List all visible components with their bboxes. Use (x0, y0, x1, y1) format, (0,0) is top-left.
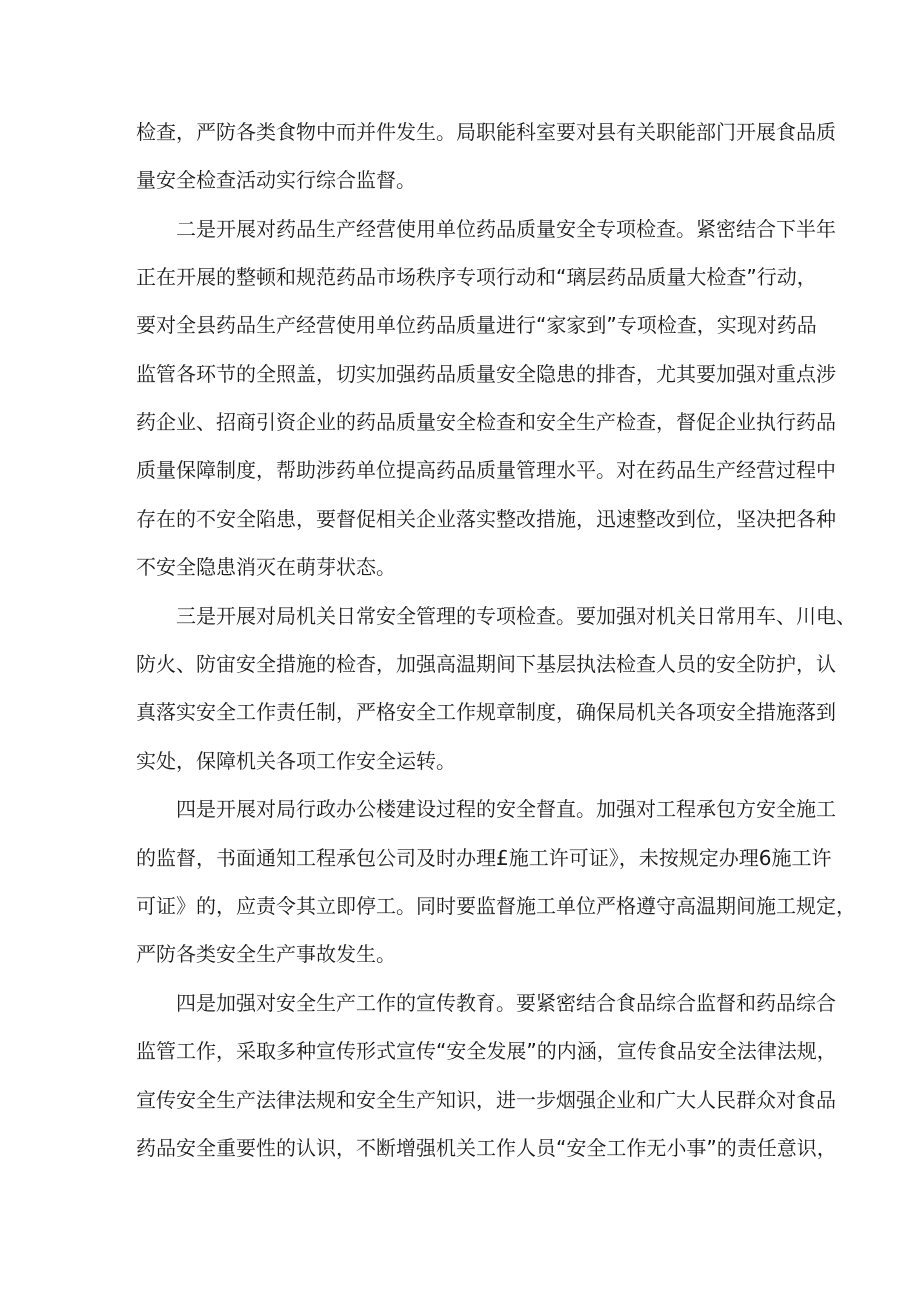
paragraph-2-line-8: 不安全隐患消灭在萌芽状态。 (136, 555, 396, 579)
paragraph-5-line-3: 宣传安全生产法律法规和安全生产知识，进一步烟强企业和广大人民群众对食品 (136, 1088, 836, 1112)
paragraph-3-line-2: 防火、防宙安全措施的检杳，加强高温期间下基层执法检查人员的安全防护，认 (136, 652, 836, 676)
paragraph-2-line-4: 监管各环节的全照盖，切实加强药品质量安全隐患的排杳，尤其要加强对重点涉 (136, 362, 836, 386)
paragraph-4-line-3: 可证》的，应责令其立即停工。同时要监督施工单位严格遵守高温期间施工规定， (136, 894, 856, 918)
paragraph-1-line-2: 量安全检查活动实行综合监督。 (136, 168, 416, 192)
paragraph-2-line-5: 药企业、招商引资企业的药品质量安全检查和安全生产检查，督促企业执行药品 (136, 410, 836, 434)
paragraph-2-line-3: 要对全县药品生产经营使用单位药品质量进行“家家到”专项检查，实现对药品 (136, 313, 817, 337)
paragraph-2-line-2: 正在开展的整顿和规范药品市场秩序专项行动和“璃层药品质量大检查”行动， (136, 265, 817, 289)
paragraph-2-line-1: 二是开展对药品生产经营使用单位药品质量安全专项检查。紧密结合下半年 (176, 217, 836, 241)
paragraph-3-line-1: 三是开展对局机关日常安全管理的专项检查。要加强对机关日常用车、川电、 (176, 604, 856, 628)
paragraph-5-line-4: 药品安全重要性的认识，不断增强机关工作人员“安全工作无小事”的责任意识， (136, 1136, 837, 1160)
paragraph-3-line-4: 实处，保障机关各项工作安全运转。 (136, 749, 456, 773)
paragraph-3-line-3: 真落实安全工作责任制，严格安全工作规章制度，确保局机关各项安全措施落到 (136, 700, 836, 724)
paragraph-4-line-1: 四是开展对局行政办公楼建设过程的安全督直。加强对工程承包方安全施工 (176, 797, 836, 821)
paragraph-4-line-2: 的监督，书面通知工程承包公司及时办理£施工许可证》，未按规定办理6施工许 (136, 846, 832, 870)
paragraph-5-line-1: 四是加强对安全生产工作的宣传教育。要紧密结合食品综合监督和药品综合 (176, 991, 836, 1015)
paragraph-2-line-6: 质量保障制度，帮助涉药单位提高药品质量管理水平。对在药品生产经营过程中 (136, 458, 836, 482)
paragraph-5-line-2: 监管工作，采取多种宣传形式宣传“安全发展”的内涵，宣传食品安全法律法规， (136, 1039, 837, 1063)
paragraph-2-line-7: 存在的不安全陷患，要督促相关企业落实整改措施，迅速整改到位，坚决把各种 (136, 507, 836, 531)
paragraph-4-line-4: 严防各类安全生产事故发生。 (136, 942, 396, 966)
paragraph-1-line-1: 检查，严防各类食物中而并件发生。局职能科室要对县有关职能部门开展食品质 (136, 120, 836, 144)
